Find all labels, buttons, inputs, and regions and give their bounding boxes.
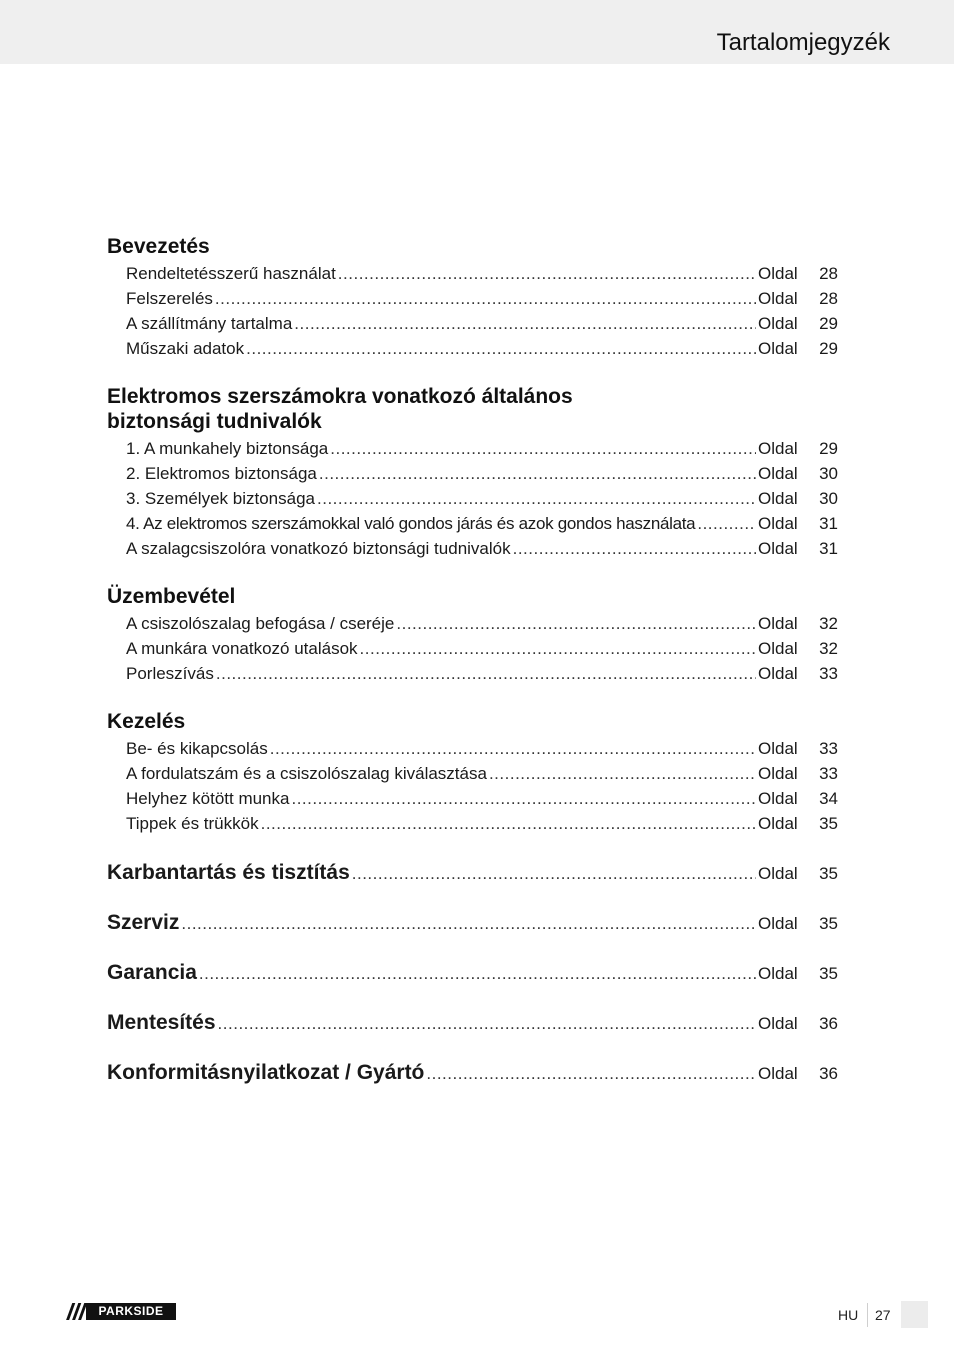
section-title-continued: biztonsági tudnivalók [107, 410, 322, 433]
page-word: Oldal [758, 514, 798, 533]
toc-entry-label: A szalagcsiszolóra vonatkozó biztonsági tudnivalók [126, 539, 511, 558]
leader-dots [317, 488, 756, 510]
page-number: 33 [819, 764, 838, 783]
page-word: Oldal [758, 439, 798, 458]
page-word: Oldal [758, 739, 798, 758]
page-number: 29 [819, 314, 838, 333]
toc-entry[interactable] [107, 310, 838, 335]
toc-entry-label: 1. A munkahely biztonsága [126, 439, 329, 458]
logo-text: PARKSIDE [86, 1303, 176, 1320]
toc-main-entry[interactable] [107, 885, 838, 935]
page-word: Oldal [758, 864, 798, 883]
toc-entry[interactable] [107, 660, 838, 685]
toc-entry[interactable] [107, 285, 838, 310]
page-number: 30 [819, 464, 838, 483]
page-word: Oldal [758, 289, 798, 308]
page-number: 29 [819, 339, 838, 358]
page-number: 28 [819, 264, 838, 283]
page-word: Oldal [758, 464, 798, 483]
leader-dots [352, 863, 756, 885]
leader-dots [513, 538, 756, 560]
page-number: 35 [819, 914, 838, 933]
page-title: Tartalomjegyzék [716, 29, 890, 56]
toc-main-label: Karbantartás és tisztítás [107, 861, 350, 884]
toc-entry-label: 2. Elektromos biztonsága [126, 464, 317, 483]
toc-entry[interactable] [107, 485, 838, 510]
page-word: Oldal [758, 964, 798, 983]
section-title: Elektromos szerszámokra vonatkozó általános [107, 385, 573, 408]
leader-dots [330, 438, 756, 460]
leader-dots [246, 338, 756, 360]
page-number: 34 [819, 789, 838, 808]
page-word: Oldal [758, 914, 798, 933]
table-of-contents [107, 234, 838, 1085]
toc-entry-label: 4. Az elektromos szerszámokkal való gondos járás és azok gondos használata [126, 514, 696, 533]
page-number: 36 [819, 1014, 838, 1033]
leader-dots [294, 313, 756, 335]
toc-entry-label: Be- és kikapcsolás [126, 739, 268, 758]
toc-entry-label: A munkára vonatkozó utalások [126, 639, 358, 658]
page-number: 33 [819, 664, 838, 683]
language-code: HU [838, 1307, 859, 1323]
toc-entry[interactable] [107, 435, 838, 460]
logo-slashes-icon [64, 1303, 86, 1320]
leader-dots [199, 963, 756, 985]
page-number: 32 [819, 614, 838, 633]
toc-entry[interactable] [107, 810, 838, 835]
leader-dots [489, 763, 756, 785]
toc-entry-label: Tippek és trükkök [126, 814, 259, 833]
section-gap [107, 685, 838, 709]
leader-dots [426, 1063, 756, 1085]
page-number: 33 [819, 739, 838, 758]
page-word: Oldal [758, 814, 798, 833]
page-number: 31 [819, 514, 838, 533]
toc-entry-label: Helyhez kötött munka [126, 789, 290, 808]
page-word: Oldal [758, 764, 798, 783]
toc-main-entry[interactable] [107, 835, 838, 885]
page-number: 29 [819, 439, 838, 458]
toc-entry-label: A csiszolószalag befogása / cseréje [126, 614, 395, 633]
page-number: 36 [819, 1064, 838, 1083]
page-word: Oldal [758, 639, 798, 658]
toc-main-label: Mentesítés [107, 1011, 216, 1034]
leader-dots [697, 513, 756, 535]
section-gap [107, 360, 838, 384]
toc-main-entry[interactable] [107, 985, 838, 1035]
page-word: Oldal [758, 664, 798, 683]
leader-dots [181, 913, 756, 935]
page-number: 35 [819, 814, 838, 833]
toc-entry[interactable] [107, 785, 838, 810]
section-title: Kezelés [107, 710, 186, 733]
toc-entry[interactable] [107, 510, 838, 535]
page-word: Oldal [758, 789, 798, 808]
leader-dots [338, 263, 756, 285]
toc-entry[interactable] [107, 260, 838, 285]
toc-entry[interactable] [107, 635, 838, 660]
footer-tab-marker [901, 1301, 928, 1328]
leader-dots [215, 288, 756, 310]
section-title: Bevezetés [107, 235, 210, 258]
toc-entry-label: Felszerelés [126, 289, 213, 308]
leader-dots [270, 738, 756, 760]
toc-entry-label: Porleszívás [126, 664, 214, 683]
toc-entry[interactable] [107, 760, 838, 785]
leader-dots [319, 463, 756, 485]
toc-entry[interactable] [107, 460, 838, 485]
page-word: Oldal [758, 1014, 798, 1033]
toc-main-entry[interactable] [107, 935, 838, 985]
page-number: 32 [819, 639, 838, 658]
leader-dots [396, 613, 756, 635]
toc-entry[interactable] [107, 735, 838, 760]
toc-entry[interactable] [107, 335, 838, 360]
footer-page-number: 27 [875, 1307, 891, 1323]
toc-main-entry[interactable] [107, 1035, 838, 1085]
page-number: 35 [819, 964, 838, 983]
toc-section-bevezetes [107, 234, 838, 360]
page-word: Oldal [758, 489, 798, 508]
toc-main-label: Konformitásnyilatkozat / Gyártó [107, 1061, 425, 1084]
leader-dots [216, 663, 756, 685]
page-word: Oldal [758, 339, 798, 358]
page-number: 28 [819, 289, 838, 308]
page-number: 35 [819, 864, 838, 883]
toc-entry-label: Rendeltetésszerű használat [126, 264, 336, 283]
toc-section-uzembevetel [107, 584, 838, 685]
toc-entry-label: A fordulatszám és a csiszolószalag kiválasztása [126, 764, 487, 783]
toc-section-biztonsag [107, 384, 838, 560]
leader-dots [218, 1013, 756, 1035]
section-gap [107, 560, 838, 584]
page-word: Oldal [758, 614, 798, 633]
page-number: 31 [819, 539, 838, 558]
toc-entry-label: 3. Személyek biztonsága [126, 489, 315, 508]
page-word: Oldal [758, 1064, 798, 1083]
section-title: Üzembevétel [107, 585, 236, 608]
footer-divider [867, 1303, 868, 1327]
leader-dots [360, 638, 756, 660]
page-word: Oldal [758, 264, 798, 283]
page-word: Oldal [758, 539, 798, 558]
toc-section-kezeles [107, 709, 838, 835]
parkside-logo [64, 1303, 176, 1320]
toc-entry-label: Műszaki adatok [126, 339, 245, 358]
toc-entry[interactable] [107, 535, 838, 560]
toc-entry-label: A szállítmány tartalma [126, 314, 293, 333]
toc-entry[interactable] [107, 610, 838, 635]
page-number: 30 [819, 489, 838, 508]
page-word: Oldal [758, 314, 798, 333]
leader-dots [291, 788, 756, 810]
toc-main-label: Szerviz [107, 911, 180, 934]
leader-dots [261, 813, 756, 835]
toc-main-label: Garancia [107, 961, 197, 984]
